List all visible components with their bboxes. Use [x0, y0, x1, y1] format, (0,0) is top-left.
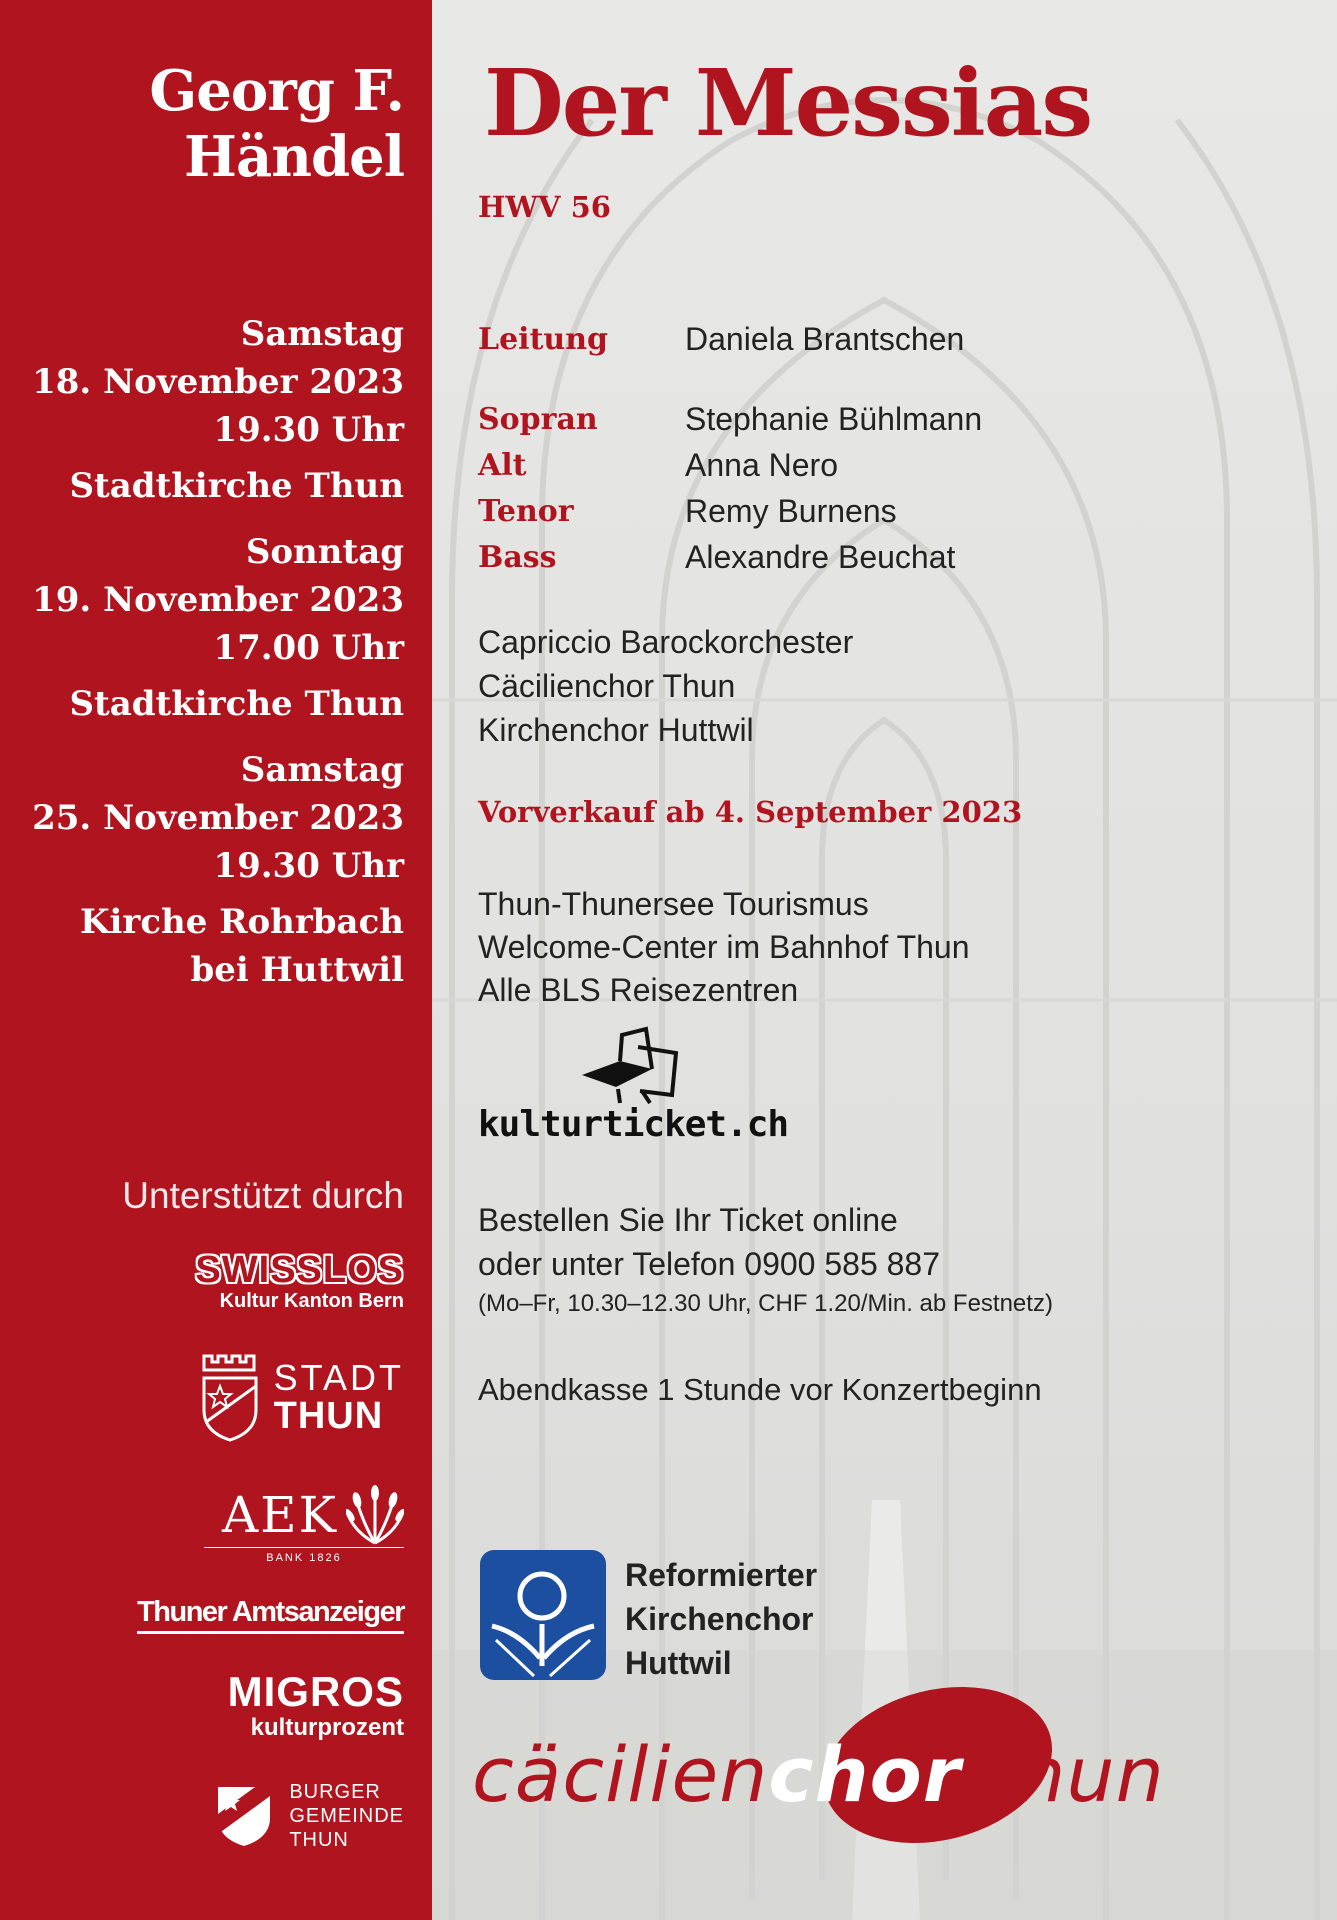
migros-sub: kulturprozent	[250, 1714, 404, 1741]
outlet-item: Alle BLS Reisezentren	[478, 972, 799, 1008]
wheat-icon	[346, 1485, 404, 1545]
composer-line1: Georg F.	[149, 58, 404, 124]
order-hours: (Mo–Fr, 10.30–12.30 Uhr, CHF 1.20/Min. ab Festnetz)	[478, 1290, 1053, 1317]
stadt-word: STADT	[273, 1357, 404, 1398]
burger-line1: BURGER	[289, 1781, 381, 1803]
migros-kulturprozent-logo	[228, 1670, 404, 1742]
performer-role: Leitung	[478, 321, 609, 357]
performer-role: Sopran	[478, 401, 598, 437]
performers-list	[478, 316, 982, 580]
rk-line2: Kirchenchor	[625, 1601, 814, 1637]
concert-time: 17.00 Uhr	[213, 628, 404, 668]
concert-time: 19.30 Uhr	[213, 846, 404, 886]
cc-logo-part3: thun	[961, 1730, 1165, 1819]
kulturticket-logo-text: kulturticket.ch	[478, 1104, 789, 1145]
concert-venue-line2: bei Huttwil	[190, 950, 404, 990]
burgergemeinde-shield-icon	[215, 1784, 273, 1848]
concert-date: 19. November 2023	[32, 580, 404, 620]
ensembles-list	[478, 620, 853, 752]
concert-venue: Stadtkirche Thun	[69, 684, 404, 724]
concert-day: Sonntag	[245, 532, 404, 572]
performer-row	[478, 442, 982, 488]
kirchenchor-huttwil-logo-icon	[478, 1548, 608, 1682]
performer-row	[478, 488, 982, 534]
thuner-amtsanzeiger-logo: Thuner Amtsanzeiger	[137, 1596, 404, 1634]
swisslos-name: SWISSLOS	[195, 1249, 404, 1291]
swisslos-logo	[195, 1250, 404, 1313]
performer-row	[478, 396, 982, 442]
caecilienchor-thun-logo	[472, 1680, 1302, 1860]
concert-time: 19.30 Uhr	[213, 410, 404, 450]
ensemble-item: Capriccio Barockorchester	[478, 624, 854, 660]
rk-line3: Huttwil	[625, 1645, 732, 1681]
burger-line2: GEMEINDE	[289, 1805, 404, 1827]
left-red-column	[0, 0, 432, 1920]
cc-logo-part1: cäcilien	[472, 1730, 769, 1819]
ensemble-item: Cäcilienchor Thun	[478, 668, 736, 704]
rk-line1: Reformierter	[625, 1557, 818, 1593]
kulturticket-icon	[580, 1025, 690, 1105]
concert-venue: Stadtkirche Thun	[69, 466, 404, 506]
performer-role: Bass	[478, 539, 557, 575]
catalog-number: HWV 56	[478, 190, 611, 224]
performer-name: Anna Nero	[685, 446, 838, 483]
performer-row	[478, 316, 982, 362]
aek-name: AEK	[222, 1486, 338, 1544]
performer-name: Daniela Brantschen	[685, 320, 965, 357]
right-content-panel	[432, 0, 1337, 1920]
migros-name: MIGROS	[227, 1668, 404, 1715]
performer-name: Stephanie Bühlmann	[685, 400, 983, 437]
support-label: Unterstützt durch	[122, 1175, 404, 1216]
concert-date: 18. November 2023	[32, 362, 404, 402]
performer-role: Tenor	[478, 493, 574, 529]
concert-day: Samstag	[240, 314, 404, 354]
burger-line3: THUN	[289, 1829, 349, 1851]
presale-heading: Vorverkauf ab 4. September 2023	[478, 795, 1023, 829]
box-office-note: Abendkasse 1 Stunde vor Konzertbeginn	[478, 1372, 1042, 1407]
work-title: Der Messias	[484, 49, 1092, 157]
aek-bank-sub: BANK 1826	[204, 1547, 404, 1564]
performer-role: Alt	[478, 447, 527, 483]
outlet-item: Thun-Thunersee Tourismus	[478, 886, 869, 922]
concert-dates	[0, 310, 404, 1012]
thun-coat-of-arms-icon	[200, 1352, 260, 1442]
performer-row	[478, 534, 982, 580]
concert-3	[0, 746, 404, 994]
order-info	[478, 1198, 940, 1286]
swisslos-sub: Kultur Kanton Bern	[219, 1290, 404, 1312]
performer-name: Alexandre Beuchat	[685, 538, 956, 575]
concert-2	[0, 528, 404, 728]
composer-line2: Händel	[184, 124, 404, 190]
thun-word: THUN	[273, 1395, 384, 1437]
kirchenchor-huttwil-logo-text	[625, 1553, 817, 1685]
aek-bank-logo	[204, 1485, 404, 1564]
presale-outlets	[478, 883, 970, 1012]
concert-date: 25. November 2023	[32, 798, 404, 838]
composer-name	[149, 58, 404, 190]
concert-venue: Kirche Rohrbach	[79, 902, 404, 942]
order-line2: oder unter Telefon 0900 585 887	[478, 1246, 941, 1282]
burgergemeinde-thun-logo	[215, 1780, 404, 1852]
order-line1: Bestellen Sie Ihr Ticket online	[478, 1202, 898, 1238]
performer-name: Remy Burnens	[685, 492, 897, 529]
stadt-thun-logo	[200, 1352, 404, 1442]
concert-day: Samstag	[240, 750, 404, 790]
cc-logo-part2: chor	[768, 1730, 962, 1819]
ensemble-item: Kirchenchor Huttwil	[478, 712, 754, 748]
concert-1	[0, 310, 404, 510]
outlet-item: Welcome-Center im Bahnhof Thun	[478, 929, 970, 965]
